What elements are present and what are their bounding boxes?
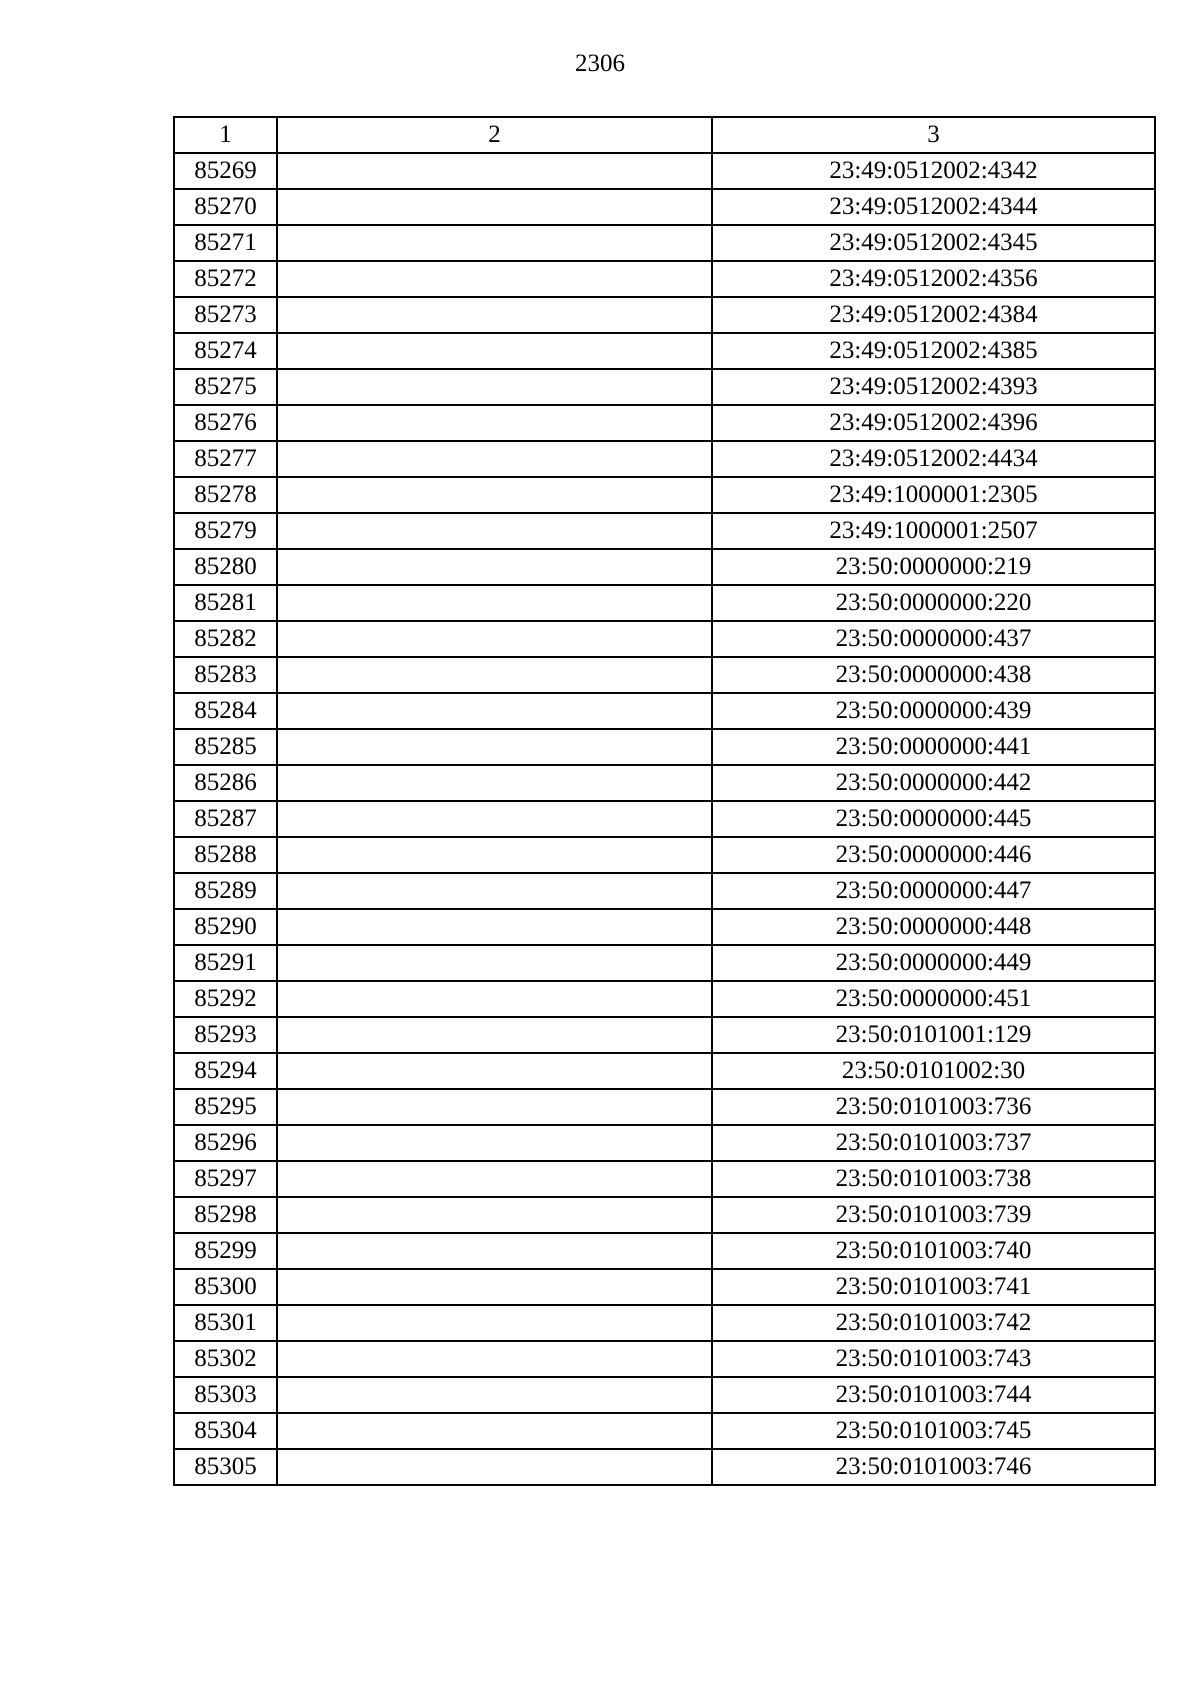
cadastral-number-cell: 23:49:0512002:4344 (712, 189, 1155, 225)
description-cell (277, 1341, 712, 1377)
cadastral-number-cell: 23:50:0000000:451 (712, 981, 1155, 1017)
description-cell (277, 1413, 712, 1449)
table-row (174, 1413, 1155, 1449)
row-number-cell: 85283 (174, 657, 277, 693)
description-cell (277, 333, 712, 369)
row-number-cell: 85284 (174, 693, 277, 729)
table-row (174, 1269, 1155, 1305)
description-cell (277, 1305, 712, 1341)
cadastral-number-cell: 23:49:1000001:2507 (712, 513, 1155, 549)
table-row (174, 693, 1155, 729)
description-cell (277, 1053, 712, 1089)
cadastral-number-cell: 23:50:0101003:744 (712, 1377, 1155, 1413)
description-cell (277, 945, 712, 981)
row-number-cell: 85305 (174, 1449, 277, 1485)
description-cell (277, 405, 712, 441)
description-cell (277, 1017, 712, 1053)
cadastral-number-cell: 23:49:0512002:4384 (712, 297, 1155, 333)
table-row (174, 189, 1155, 225)
table-row (174, 261, 1155, 297)
table-row (174, 369, 1155, 405)
row-number-cell: 85294 (174, 1053, 277, 1089)
row-number-cell: 85288 (174, 837, 277, 873)
cadastral-number-cell: 23:49:0512002:4385 (712, 333, 1155, 369)
data-table (173, 116, 1156, 1486)
row-number-cell: 85280 (174, 549, 277, 585)
description-cell (277, 1089, 712, 1125)
description-cell (277, 477, 712, 513)
table-row (174, 621, 1155, 657)
table-row (174, 801, 1155, 837)
table-row (174, 1089, 1155, 1125)
row-number-cell: 85300 (174, 1269, 277, 1305)
row-number-cell: 85295 (174, 1089, 277, 1125)
table-row (174, 549, 1155, 585)
description-cell (277, 729, 712, 765)
cadastral-number-cell: 23:50:0000000:441 (712, 729, 1155, 765)
row-number-cell: 85270 (174, 189, 277, 225)
description-cell (277, 1233, 712, 1269)
description-cell (277, 909, 712, 945)
cadastral-number-cell: 23:50:0000000:437 (712, 621, 1155, 657)
row-number-cell: 85271 (174, 225, 277, 261)
table-row (174, 1197, 1155, 1233)
description-cell (277, 873, 712, 909)
table-row (174, 513, 1155, 549)
row-number-cell: 85274 (174, 333, 277, 369)
row-number-cell: 85269 (174, 153, 277, 189)
row-number-cell: 85285 (174, 729, 277, 765)
cadastral-number-cell: 23:50:0101003:737 (712, 1125, 1155, 1161)
row-number-cell: 85293 (174, 1017, 277, 1053)
table-row (174, 657, 1155, 693)
row-number-cell: 85278 (174, 477, 277, 513)
description-cell (277, 1269, 712, 1305)
cadastral-number-cell: 23:50:0101003:746 (712, 1449, 1155, 1485)
row-number-cell: 85272 (174, 261, 277, 297)
table-row (174, 477, 1155, 513)
cadastral-number-cell: 23:50:0101003:740 (712, 1233, 1155, 1269)
table-row (174, 297, 1155, 333)
description-cell (277, 657, 712, 693)
description-cell (277, 369, 712, 405)
description-cell (277, 1197, 712, 1233)
row-number-cell: 85298 (174, 1197, 277, 1233)
description-cell (277, 801, 712, 837)
cadastral-number-cell: 23:49:1000001:2305 (712, 477, 1155, 513)
cadastral-number-cell: 23:50:0101001:129 (712, 1017, 1155, 1053)
row-number-cell: 85296 (174, 1125, 277, 1161)
cadastral-number-cell: 23:50:0000000:442 (712, 765, 1155, 801)
cadastral-number-cell: 23:50:0101003:738 (712, 1161, 1155, 1197)
description-cell (277, 621, 712, 657)
description-cell (277, 1125, 712, 1161)
row-number-cell: 85302 (174, 1341, 277, 1377)
cadastral-number-cell: 23:49:0512002:4342 (712, 153, 1155, 189)
row-number-cell: 85303 (174, 1377, 277, 1413)
table-row (174, 1017, 1155, 1053)
cadastral-number-cell: 23:50:0000000:448 (712, 909, 1155, 945)
table-row (174, 981, 1155, 1017)
row-number-cell: 85290 (174, 909, 277, 945)
header-col-3: 3 (712, 117, 1155, 153)
cadastral-number-cell: 23:50:0000000:438 (712, 657, 1155, 693)
description-cell (277, 189, 712, 225)
table-row (174, 1233, 1155, 1269)
description-cell (277, 837, 712, 873)
table-row (174, 153, 1155, 189)
row-number-cell: 85286 (174, 765, 277, 801)
cadastral-number-cell: 23:49:0512002:4434 (712, 441, 1155, 477)
table-row (174, 585, 1155, 621)
cadastral-number-cell: 23:50:0101003:741 (712, 1269, 1155, 1305)
table-row (174, 405, 1155, 441)
cadastral-number-cell: 23:50:0000000:449 (712, 945, 1155, 981)
cadastral-number-cell: 23:50:0000000:447 (712, 873, 1155, 909)
description-cell (277, 441, 712, 477)
row-number-cell: 85276 (174, 405, 277, 441)
table-row (174, 1377, 1155, 1413)
row-number-cell: 85275 (174, 369, 277, 405)
header-row (174, 117, 1155, 153)
cadastral-number-cell: 23:50:0000000:219 (712, 549, 1155, 585)
description-cell (277, 693, 712, 729)
header-col-2: 2 (277, 117, 712, 153)
table-row (174, 945, 1155, 981)
row-number-cell: 85301 (174, 1305, 277, 1341)
cadastral-number-cell: 23:50:0101003:743 (712, 1341, 1155, 1377)
row-number-cell: 85291 (174, 945, 277, 981)
table-row (174, 441, 1155, 477)
row-number-cell: 85277 (174, 441, 277, 477)
description-cell (277, 1449, 712, 1485)
description-cell (277, 981, 712, 1017)
page-number: 2306 (575, 50, 625, 77)
cadastral-number-cell: 23:50:0000000:445 (712, 801, 1155, 837)
description-cell (277, 261, 712, 297)
description-cell (277, 585, 712, 621)
description-cell (277, 225, 712, 261)
table-row (174, 1125, 1155, 1161)
header-col-1: 1 (174, 117, 277, 153)
row-number-cell: 85304 (174, 1413, 277, 1449)
row-number-cell: 85299 (174, 1233, 277, 1269)
cadastral-number-cell: 23:50:0000000:220 (712, 585, 1155, 621)
table-row (174, 873, 1155, 909)
cadastral-number-cell: 23:50:0101003:736 (712, 1089, 1155, 1125)
row-number-cell: 85279 (174, 513, 277, 549)
table-row (174, 1305, 1155, 1341)
table-row (174, 909, 1155, 945)
table-body (174, 153, 1155, 1485)
cadastral-number-cell: 23:50:0000000:446 (712, 837, 1155, 873)
table-row (174, 729, 1155, 765)
cadastral-number-cell: 23:49:0512002:4356 (712, 261, 1155, 297)
row-number-cell: 85282 (174, 621, 277, 657)
cadastral-number-cell: 23:50:0101003:739 (712, 1197, 1155, 1233)
table-row (174, 1341, 1155, 1377)
description-cell (277, 1161, 712, 1197)
table-row (174, 837, 1155, 873)
cadastral-number-cell: 23:49:0512002:4345 (712, 225, 1155, 261)
table-row (174, 1053, 1155, 1089)
table-row (174, 1161, 1155, 1197)
row-number-cell: 85292 (174, 981, 277, 1017)
description-cell (277, 549, 712, 585)
row-number-cell: 85281 (174, 585, 277, 621)
table-header (174, 117, 1155, 153)
cadastral-number-cell: 23:49:0512002:4396 (712, 405, 1155, 441)
row-number-cell: 85289 (174, 873, 277, 909)
table-row (174, 765, 1155, 801)
table-row (174, 333, 1155, 369)
cadastral-number-cell: 23:49:0512002:4393 (712, 369, 1155, 405)
description-cell (277, 765, 712, 801)
cadastral-number-cell: 23:50:0101003:745 (712, 1413, 1155, 1449)
cadastral-number-cell: 23:50:0101003:742 (712, 1305, 1155, 1341)
row-number-cell: 85273 (174, 297, 277, 333)
description-cell (277, 297, 712, 333)
row-number-cell: 85297 (174, 1161, 277, 1197)
row-number-cell: 85287 (174, 801, 277, 837)
table-row (174, 225, 1155, 261)
cadastral-number-cell: 23:50:0000000:439 (712, 693, 1155, 729)
description-cell (277, 513, 712, 549)
description-cell (277, 153, 712, 189)
table-row (174, 1449, 1155, 1485)
description-cell (277, 1377, 712, 1413)
cadastral-number-cell: 23:50:0101002:30 (712, 1053, 1155, 1089)
